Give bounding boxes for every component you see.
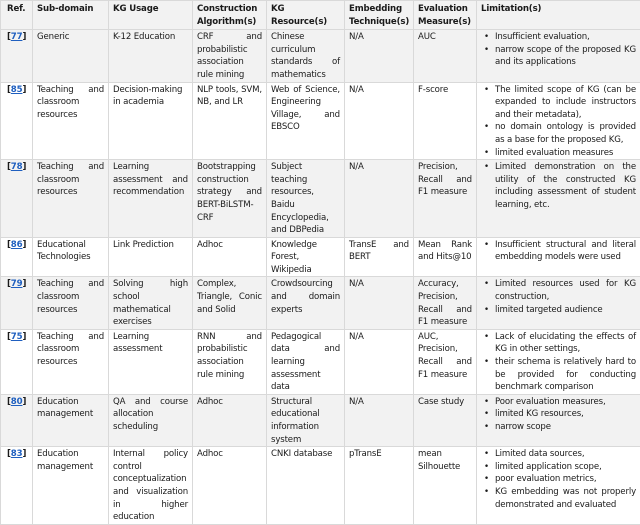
sub-domain-cell: Education management [33,447,109,525]
evaluation-cell: Mean Rank and Hits@10 [414,237,477,277]
table-row [1,277,640,329]
citation-link[interactable]: 83 [11,449,23,459]
citation-link[interactable]: 80 [11,397,23,407]
construction-cell: Bootstrapping construction strategy and BERT-BiLSTM-CRF [193,160,267,238]
limitations-cell [477,329,640,394]
limitation-item: • Lack of elucidating the effects of KG in other settings, [495,331,636,356]
ref-cell: [79] [1,277,33,329]
limitations-list [481,84,636,160]
limitation-item: • limited application scope, [495,461,636,474]
limitation-item: • KG embedding was not properly demonstrated and evaluated [495,486,636,511]
kg-usage-cell: Decision-making in academia [109,82,193,160]
header-ref: Ref. [1,1,33,30]
limitation-item: • limited KG resources, [495,408,636,421]
resources-cell: Structural educational information system [267,394,345,446]
header-resources: KG Resource(s) [267,1,345,30]
table-row [1,329,640,394]
table-row [1,394,640,446]
table-row [1,160,640,238]
sub-domain-cell: Teaching and classroom resources [33,160,109,238]
limitation-item: • narrow scope [495,421,636,434]
embedding-cell: N/A [345,82,414,160]
ref-cell: [77] [1,30,33,82]
resources-cell: Crowdsourcing and domain experts [267,277,345,329]
header-row [1,1,640,30]
header-evaluation: Evaluation Measure(s) [414,1,477,30]
ref-cell: [85] [1,82,33,160]
kg-usage-cell: QA and course allocation scheduling [109,394,193,446]
limitations-cell [477,30,640,82]
resources-cell: Knowledge Forest, Wikipedia [267,237,345,277]
ref-cell: [80] [1,394,33,446]
sub-domain-cell: Education management [33,394,109,446]
evaluation-cell: Precision, Recall and F1 measure [414,160,477,238]
limitations-cell [477,237,640,277]
limitations-list [481,239,636,264]
limitations-list [481,448,636,511]
evaluation-cell: AUC [414,30,477,82]
citation-link[interactable]: 77 [11,32,23,42]
construction-cell: Complex, Triangle, Conic and Solid [193,277,267,329]
kg-usage-cell: Learning assessment and recommendation [109,160,193,238]
kg-usage-cell: K-12 Education [109,30,193,82]
construction-cell: RNN and probabilistic association rule mining [193,329,267,394]
embedding-cell: N/A [345,30,414,82]
limitations-list [481,161,636,211]
limitations-list [481,31,636,69]
limitation-item: • their schema is relatively hard to be provided for conducting benchmark comparison [495,356,636,394]
limitations-list [481,331,636,394]
resources-cell: CNKI database [267,447,345,525]
construction-cell: CRF and probabilistic association rule mining [193,30,267,82]
limitations-cell [477,277,640,329]
resources-cell: Chinese curriculum standards of mathematics [267,30,345,82]
construction-cell: Adhoc [193,447,267,525]
limitation-item: • limited targeted audience [495,304,636,317]
sub-domain-cell: Teaching and classroom resources [33,277,109,329]
header-construction: Construction Algorithm(s) [193,1,267,30]
limitations-list [481,396,636,434]
header-embedding: Embedding Technique(s) [345,1,414,30]
embedding-cell: pTransE [345,447,414,525]
embedding-cell: TransE and BERT [345,237,414,277]
limitation-item: • Insufficient structural and literal embedding models were used [495,239,636,264]
construction-cell: NLP tools, SVM, NB, and LR [193,82,267,160]
limitation-item: • narrow scope of the proposed KG and its applications [495,44,636,69]
embedding-cell: N/A [345,329,414,394]
evaluation-cell: mean Silhouette [414,447,477,525]
sub-domain-cell: Generic [33,30,109,82]
limitations-cell [477,82,640,160]
ref-cell: [75] [1,329,33,394]
resources-cell: Subject teaching resources, Baidu Encyclopedia, and DBPedia [267,160,345,238]
table-row [1,447,640,525]
limitations-list [481,278,636,316]
limitation-item: • Poor evaluation measures, [495,396,636,409]
citation-link[interactable]: 75 [11,332,23,342]
limitations-cell [477,447,640,525]
sub-domain-cell: Teaching and classroom resources [33,82,109,160]
ref-cell: [86] [1,237,33,277]
citation-link[interactable]: 79 [11,279,23,289]
table-row [1,30,640,82]
limitations-cell [477,160,640,238]
limitation-item: • no domain ontology is provided as a base for the proposed KG, [495,121,636,146]
citation-link[interactable]: 86 [11,240,23,250]
citation-link[interactable]: 85 [11,85,23,95]
evaluation-cell: AUC, Precision, Recall and F1 measure [414,329,477,394]
evaluation-cell: F-score [414,82,477,160]
ref-cell: [83] [1,447,33,525]
header-limitations: Limitation(s) [477,1,640,30]
table-body [1,30,640,525]
evaluation-cell: Case study [414,394,477,446]
kg-usage-cell: Solving high school mathematical exercises [109,277,193,329]
embedding-cell: N/A [345,394,414,446]
ref-cell: [78] [1,160,33,238]
limitation-item: • Limited resources used for KG construction, [495,278,636,303]
embedding-cell: N/A [345,160,414,238]
limitation-item: • Insufficient evaluation, [495,31,636,44]
evaluation-cell: Accuracy, Precision, Recall and F1 measure [414,277,477,329]
limitation-item: • Limited data sources, [495,448,636,461]
kg-usage-cell: Link Prediction [109,237,193,277]
sub-domain-cell: Educational Technologies [33,237,109,277]
construction-cell: Adhoc [193,394,267,446]
embedding-cell: N/A [345,277,414,329]
resources-cell: Pedagogical data and learning assessment data [267,329,345,394]
header-sub-domain: Sub-domain [33,1,109,30]
limitation-item: • limited evaluation measures [495,147,636,160]
sub-domain-cell: Teaching and classroom resources [33,329,109,394]
limitation-item: • Limited demonstration on the utility of the constructed KG including assessment of student learning, etc. [495,161,636,211]
resources-cell: Web of Science, Engineering Village, and EBSCO [267,82,345,160]
limitations-cell [477,394,640,446]
table-row [1,82,640,160]
table-row [1,237,640,277]
limitation-item: • poor evaluation metrics, [495,473,636,486]
kg-usage-cell: Internal policy control conceptualization and visualization in higher education [109,447,193,525]
construction-cell: Adhoc [193,237,267,277]
kg-usage-cell: Learning assessment [109,329,193,394]
citation-link[interactable]: 78 [11,162,23,172]
limitation-item: • The limited scope of KG (can be expanded to include instructors and their metadata), [495,84,636,122]
header-kg-usage: KG Usage [109,1,193,30]
